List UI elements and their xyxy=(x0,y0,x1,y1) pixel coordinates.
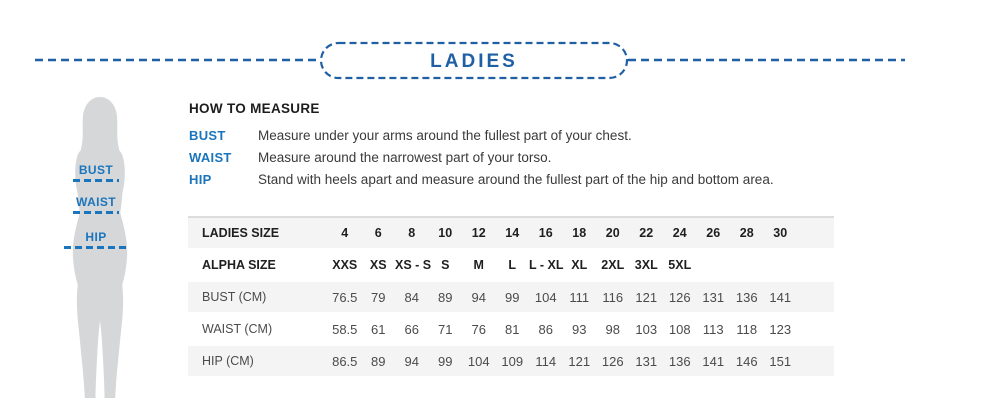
figure-waist-label: WAIST xyxy=(76,195,116,209)
table-cell: 121 xyxy=(635,289,658,305)
table-cell: 20 xyxy=(605,226,620,240)
table-cell: 108 xyxy=(668,321,691,337)
table-cell: 126 xyxy=(601,353,624,369)
table-cell: 10 xyxy=(438,226,453,240)
table-cell: 131 xyxy=(702,289,725,305)
table-cell: 94 xyxy=(404,353,419,369)
table-cell: 111 xyxy=(569,289,590,305)
table-cell: 136 xyxy=(668,353,691,369)
table-cell: 123 xyxy=(769,321,792,337)
measure-term: HIP xyxy=(189,172,212,187)
measure-description: Stand with heels apart and measure around the fullest part of the hip and bottom area. xyxy=(258,172,774,187)
table-cell: 136 xyxy=(735,289,758,305)
measure-row-waist xyxy=(189,147,869,169)
waist-dash-line xyxy=(73,211,119,214)
row-label: WAIST (CM) xyxy=(202,322,273,336)
table-cell: L xyxy=(508,258,517,272)
table-cell: 93 xyxy=(572,321,587,337)
table-cell: 6 xyxy=(374,226,382,240)
how-to-measure-section xyxy=(189,101,869,191)
measure-description: Measure around the narrowest part of your torso. xyxy=(258,150,552,165)
table-cell: 24 xyxy=(672,226,687,240)
table-cell: 89 xyxy=(371,353,386,369)
table-cell: 86.5 xyxy=(332,353,358,369)
table-cell: 114 xyxy=(535,353,557,369)
table-row xyxy=(188,218,834,248)
table-cell: 61 xyxy=(371,321,386,337)
measure-row-hip xyxy=(189,169,869,191)
page-title: LADIES xyxy=(430,51,518,72)
table-cell: 76 xyxy=(471,321,486,337)
measure-term: BUST xyxy=(189,128,226,143)
hip-dash-line xyxy=(64,246,126,249)
table-cell: 118 xyxy=(736,321,758,337)
table-cell: 89 xyxy=(438,289,453,305)
table-cell: 104 xyxy=(534,289,557,305)
table-cell: 131 xyxy=(635,353,658,369)
measure-term: WAIST xyxy=(189,150,232,165)
table-cell: 18 xyxy=(572,226,587,240)
row-label: ALPHA SIZE xyxy=(202,258,276,272)
table-cell: M xyxy=(473,258,484,272)
figure-bust-label: BUST xyxy=(78,163,114,177)
table-cell: XXS xyxy=(332,258,358,272)
table-cell: 30 xyxy=(773,226,788,240)
table-cell: 71 xyxy=(438,321,453,337)
table-cell: 14 xyxy=(505,226,520,240)
table-cell: 4 xyxy=(341,226,349,240)
table-cell: 98 xyxy=(605,321,620,337)
table-cell: L - XL xyxy=(529,258,564,272)
table-cell: 99 xyxy=(505,289,520,305)
table-cell: 121 xyxy=(568,353,591,369)
table-cell: 126 xyxy=(668,289,691,305)
table-cell: 84 xyxy=(404,289,419,305)
header-divider xyxy=(0,0,1000,90)
table-cell: 2XL xyxy=(601,258,625,272)
table-row xyxy=(188,314,834,344)
table-cell: 104 xyxy=(467,353,490,369)
how-to-measure-title: HOW TO MEASURE xyxy=(189,101,320,116)
table-cell: 81 xyxy=(505,321,520,337)
table-cell: 28 xyxy=(739,226,754,240)
table-cell: 99 xyxy=(438,353,453,369)
table-cell: 26 xyxy=(706,226,721,240)
table-cell: 103 xyxy=(635,321,658,337)
table-cell: XL xyxy=(571,258,588,272)
table-cell: 86 xyxy=(538,321,553,337)
table-cell: S xyxy=(441,258,450,272)
row-label: BUST (CM) xyxy=(202,290,267,304)
table-cell: XS - S xyxy=(395,258,432,272)
measure-row-bust xyxy=(189,125,869,147)
row-label: HIP (CM) xyxy=(202,354,254,368)
table-cell: 116 xyxy=(602,289,624,305)
table-cell: 76.5 xyxy=(332,289,358,305)
measure-description: Measure under your arms around the fullest part of your chest. xyxy=(258,128,632,143)
table-cell: 16 xyxy=(538,226,553,240)
table-cell: 22 xyxy=(639,226,654,240)
table-cell: 5XL xyxy=(668,258,692,272)
table-cell: 66 xyxy=(404,321,419,337)
table-cell: 151 xyxy=(769,353,792,369)
row-label: LADIES SIZE xyxy=(202,226,280,240)
table-row xyxy=(188,250,834,280)
table-cell: 113 xyxy=(702,321,724,337)
table-cell: 8 xyxy=(408,226,416,240)
table-cell: 79 xyxy=(371,289,386,305)
silhouette-legs xyxy=(77,283,123,398)
table-cell: 146 xyxy=(735,353,758,369)
table-cell: 3XL xyxy=(634,258,658,272)
table-cell: 58.5 xyxy=(332,321,358,337)
table-row xyxy=(188,346,834,376)
figure-hip-label: HIP xyxy=(85,230,107,244)
size-table xyxy=(188,216,834,378)
table-cell: XS xyxy=(369,258,387,272)
table-cell: 141 xyxy=(702,353,725,369)
table-cell: 94 xyxy=(471,289,486,305)
bust-dash-line xyxy=(73,179,119,182)
table-row xyxy=(188,282,834,312)
table-cell: 12 xyxy=(471,226,486,240)
table-cell: 109 xyxy=(501,353,524,369)
table-cell: 141 xyxy=(769,289,792,305)
